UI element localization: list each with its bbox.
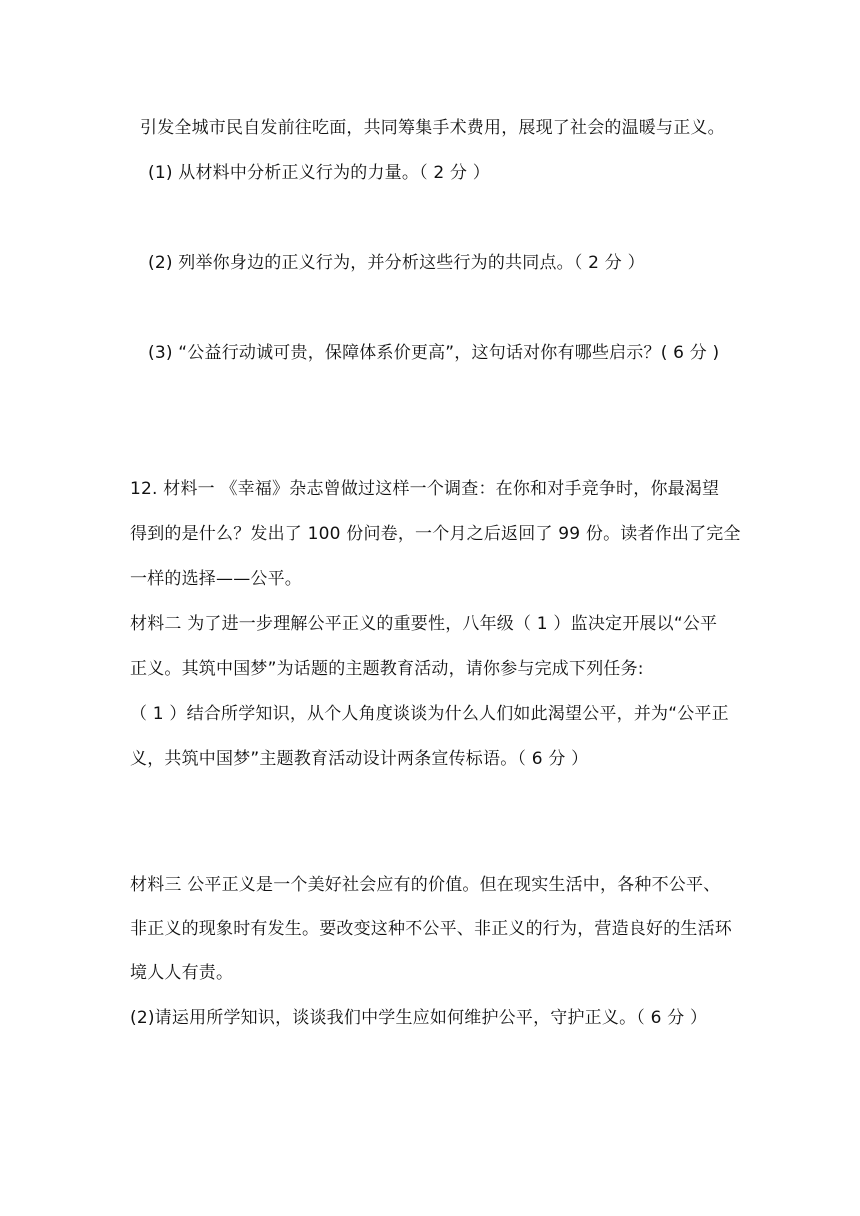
material-continuation-line: 引发全城市民自发前往吃面，共同筹集手术费用，展现了社会的温暖与正义。 xyxy=(140,118,725,138)
material-three-line-1: 材料三 公平正义是一个美好社会应有的价值。但在现实生活中，各种不公平、 xyxy=(130,875,721,895)
material-three-line-3: 境人人有责。 xyxy=(130,963,234,983)
question-1-3: (3) “公益行动诚可贵，保障体系价更高”，这句话对你有哪些启示？( 6 分 ) xyxy=(148,343,720,363)
task-1-line-2: 义，共筑中国梦”主题教育活动设计两条宣传标语。（ 6 分 ） xyxy=(130,749,589,769)
task-2-line: (2)请运用所学知识，谈谈我们中学生应如何维护公平，守护正义。（ 6 分 ） xyxy=(130,1008,708,1028)
material-three-line-2: 非正义的现象时有发生。要改变这种不公平、非正义的行为，营造良好的生活环 xyxy=(130,919,732,939)
material-one-line-1: 12. 材料一 《幸福》杂志曾做过这样一个调查：在你和对手竞争时，你最渴望 xyxy=(130,479,720,499)
material-two-line-1: 材料二 为了进一步理解公平正义的重要性，八年级（ 1 ）监决定开展以“公平 xyxy=(130,614,718,634)
task-1-line-1: （ 1 ）结合所学知识，从个人角度谈谈为什么人们如此渴望公平，并为“公平正 xyxy=(130,704,729,724)
question-1-1: (1) 从材料中分析正义行为的力量。（ 2 分 ） xyxy=(148,163,491,183)
material-one-line-3: 一样的选择——公平。 xyxy=(130,569,302,589)
material-two-line-2: 正义。其筑中国梦”为话题的主题教育活动，请你参与完成下列任务: xyxy=(130,659,644,679)
question-1-2: (2) 列举你身边的正义行为，并分析这些行为的共同点。（ 2 分 ） xyxy=(148,253,645,273)
material-one-line-2: 得到的是什么？发出了 100 份问卷，一个月之后返回了 99 份。读者作出了完全 xyxy=(130,524,741,544)
